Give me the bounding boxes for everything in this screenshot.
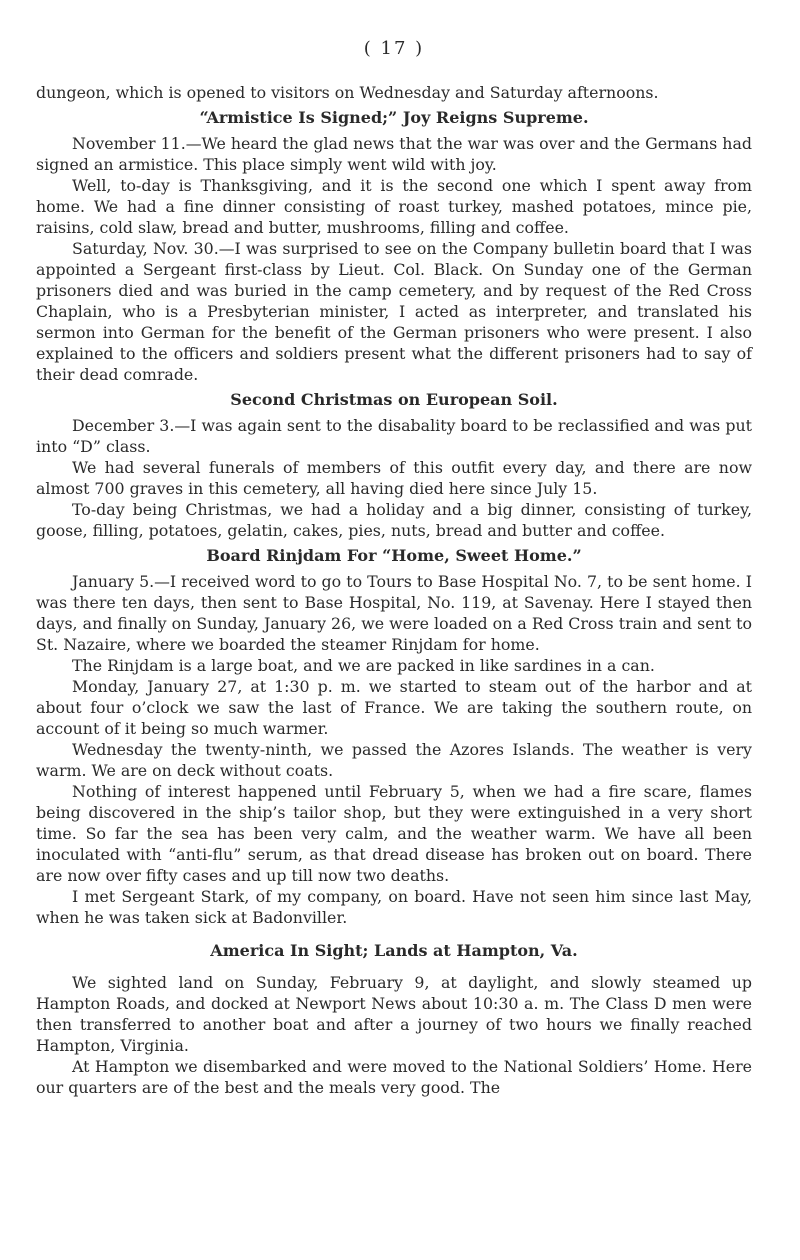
paragraph: dungeon, which is opened to visitors on Wednesday and Saturday afternoons. — [36, 83, 659, 102]
paragraph: Nothing of interest happened until February 5, when we had a fire scare, flames being discovered in the ship’s tailor shop, but they were extinguished in a very short time. So far the sea has been very calm, and the weather warm. We have all been inoculated with “anti-flu” serum, as that dread disease has broken out on board. There are now over fifty cases and up till now two deaths. — [36, 782, 752, 885]
paragraph: Saturday, Nov. 30.—I was surprised to see on the Company bulletin board that I was appointed a Sergeant first-class by Lieut. Col. Black. On Sunday one of the German prisoners died and was buried in the camp cemetery, and by request of the Red Cross Chaplain, who is a Presbyterian minister, I acted as interpreter, and translated his sermon into German for the benefit of the German prisoners who were present. I also explained to the officers and soldiers present what the different prisoners had to say of their dead comrade. — [36, 239, 752, 384]
paragraph: January 5.—I received word to go to Tours to Base Hospital No. 7, to be sent home. I was there ten days, then sent to Base Hospital, No. 119, at Savenay. Here I stayed then days, and finally on Sunday, January 26, we were loaded on a Red Cross train and sent to St. Nazaire, where we boarded the steamer Rinjdam for home. — [36, 572, 752, 654]
document-page — [36, 0, 752, 1260]
section-heading: Board Rinjdam For “Home, Sweet Home.” — [206, 546, 582, 565]
paragraph: We had several funerals of members of this outfit every day, and there are now almost 700 graves in this cemetery, all having died here since July 15. — [36, 458, 752, 498]
page-number: ( 17 ) — [363, 38, 425, 59]
section-heading: America In Sight; Lands at Hampton, Va. — [210, 941, 578, 960]
paragraph: November 11.—We heard the glad news that the war was over and the Germans had signed an armistice. This place simply went wild with joy. — [36, 134, 752, 174]
paragraph: Well, to-day is Thanksgiving, and it is the second one which I spent away from home. We had a fine dinner consisting of roast turkey, mashed potatoes, mince pie, raisins, cold slaw, bread and butter, mushrooms, filling and coffee. — [36, 176, 752, 237]
section-heading: Second Christmas on European Soil. — [230, 390, 558, 409]
paragraph: The Rinjdam is a large boat, and we are packed in like sardines in a can. — [72, 656, 655, 675]
paragraph: I met Sergeant Stark, of my company, on board. Have not seen him since last May, when he was taken sick at Badonviller. — [36, 887, 752, 927]
document-body — [36, 82, 752, 1098]
paragraph: At Hampton we disembarked and were moved to the National Soldiers’ Home. Here our quarters are of the best and the meals very good. The — [36, 1057, 752, 1097]
section-heading: “Armistice Is Signed;” Joy Reigns Supreme. — [199, 108, 589, 127]
paragraph: We sighted land on Sunday, February 9, at daylight, and slowly steamed up Hampton Roads, and docked at Newport News about 10:30 a. m. The Class D men were then transferred to another boat and after a journey of two hours we finally reached Hampton, Virginia. — [36, 973, 752, 1055]
paragraph: To-day being Christmas, we had a holiday and a big dinner, consisting of turkey, goose, filling, potatoes, gelatin, cakes, pies, nuts, bread and butter and coffee. — [36, 500, 752, 540]
paragraph: Monday, January 27, at 1:30 p. m. we started to steam out of the harbor and at about four o’clock we saw the last of France. We are taking the southern route, on account of it being so much warmer. — [36, 677, 752, 738]
paragraph: December 3.—I was again sent to the disabality board to be reclassified and was put into “D” class. — [36, 416, 752, 456]
paragraph: Wednesday the twenty-ninth, we passed the Azores Islands. The weather is very warm. We are on deck without coats. — [36, 740, 752, 780]
